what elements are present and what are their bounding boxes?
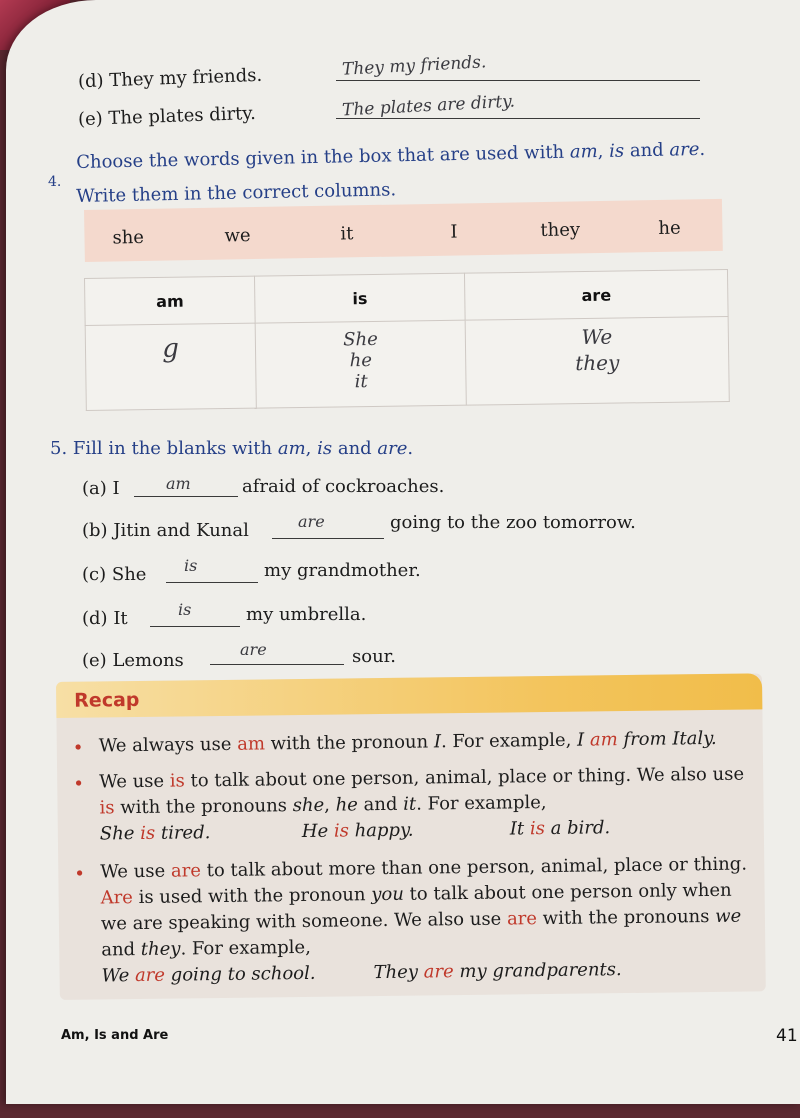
text: with the pronouns [114, 795, 293, 819]
word-we: we [224, 225, 251, 247]
ex4-instruction [76, 139, 705, 173]
item-text: She [111, 564, 147, 585]
text: is [333, 820, 350, 842]
text: We use [100, 860, 172, 883]
column-header-are: are [465, 270, 729, 321]
text: my grandparents. [453, 959, 622, 983]
text: we are speaking with someone. We also use [100, 908, 508, 935]
text: you [371, 883, 405, 906]
text: I [576, 729, 591, 751]
recap-box [56, 673, 766, 1000]
text: with the pronoun [264, 731, 435, 755]
text: We always use [98, 733, 238, 757]
text: is [99, 797, 115, 819]
text: going to school. [164, 962, 316, 986]
recap-point-1 [99, 728, 717, 757]
recap-point-2-line1 [99, 764, 744, 793]
text: He [301, 820, 335, 843]
text: am [277, 438, 306, 459]
recap-point-3-line4 [101, 937, 311, 961]
text: , [597, 140, 610, 163]
text: and [623, 139, 670, 162]
text: to talk about more than one person, animal, place or thing. [200, 853, 748, 882]
blank-answer: are [240, 640, 267, 659]
ex3-answer-d: They my friends. [341, 52, 487, 80]
columns-table [84, 269, 730, 411]
ex5-item-b [82, 520, 249, 541]
answer-cell-are [465, 317, 729, 406]
item-text: my umbrella. [246, 604, 367, 625]
item-text: Lemons [112, 650, 184, 671]
recap-point-3-line2 [101, 880, 732, 909]
recap-title: Recap [74, 688, 140, 712]
blank-line [166, 582, 258, 583]
text: 5. [50, 438, 68, 459]
item-label: (d) [82, 608, 108, 629]
word-they: they [540, 219, 581, 242]
text: We [101, 965, 136, 987]
item-text: going to the zoo tomorrow. [390, 512, 636, 533]
recap-point-2-line2 [99, 792, 546, 818]
item-text: afraid of cockroaches. [242, 476, 445, 497]
answer-line [336, 118, 700, 119]
ex3-answer-e: The plates are dirty. [341, 91, 516, 121]
blank-line [150, 626, 240, 627]
recap-example-3 [510, 817, 611, 839]
text: is [140, 822, 156, 844]
handwritten-answer: they [575, 350, 620, 376]
item-text: They my friends. [108, 64, 263, 92]
text: is [317, 438, 333, 459]
word-box [84, 199, 723, 262]
text: and [101, 938, 141, 961]
recap-example-2 [302, 820, 414, 842]
bullet-icon: • [73, 773, 85, 795]
recap-point-3-line3 [101, 906, 742, 935]
text: , [305, 438, 318, 459]
bullet-icon: • [74, 863, 86, 885]
item-label: (b) [82, 520, 108, 541]
item-text: my grandmother. [264, 560, 421, 581]
text: and [332, 438, 378, 459]
text: are [506, 908, 538, 930]
blank-answer: are [298, 512, 325, 531]
text: It [509, 818, 531, 840]
text: is used with the pronoun [132, 884, 372, 909]
text: with the pronouns [536, 905, 716, 930]
ex3-item-e [78, 103, 257, 130]
text: We use [99, 770, 170, 793]
text: Choose the words given in the box that are used with [76, 141, 571, 173]
text: they [140, 938, 181, 960]
text: we [715, 905, 742, 927]
item-text: It [113, 608, 128, 629]
chapter-footer: Am, Is and Are [61, 1028, 169, 1043]
item-text: I [112, 478, 120, 499]
text: . [699, 138, 706, 160]
blank-line [272, 538, 384, 539]
text: Fill in the blanks with [72, 438, 278, 459]
text: are [170, 860, 202, 882]
text: from Italy. [617, 727, 717, 751]
text: am [237, 733, 266, 755]
blank-answer: is [178, 600, 192, 619]
text: is [169, 770, 185, 792]
text: , [324, 794, 336, 816]
handwritten-answer: it [354, 371, 368, 393]
workbook-page [6, 0, 800, 1104]
word-it: it [340, 223, 354, 245]
text: tired. [155, 822, 211, 844]
text: am [589, 729, 618, 751]
item-label: (e) [82, 650, 107, 671]
bullet-icon: • [72, 737, 84, 759]
text: are [669, 138, 700, 161]
text: am [569, 141, 598, 163]
text: She [99, 822, 141, 845]
item-text: The plates dirty. [108, 102, 257, 130]
item-label: (c) [82, 564, 107, 585]
recap-example-4 [101, 963, 315, 987]
ex5-item-c [82, 564, 146, 585]
text: are [134, 964, 166, 987]
answer-cell-is [255, 320, 466, 408]
handwritten-answer: g [162, 333, 180, 364]
ex4-instruction-line2: Write them in the correct columns. [76, 179, 397, 207]
recap-example-1 [100, 822, 211, 844]
answer-cell-am [85, 323, 256, 410]
ex5-item-e [82, 650, 184, 671]
text: is [608, 140, 625, 162]
text: . For example, [180, 936, 311, 960]
recap-point-3-line1 [100, 854, 747, 883]
text: are [423, 961, 454, 983]
handwritten-answer: We [581, 324, 613, 350]
text: to talk about one person only when [403, 879, 732, 905]
ex4-number: 4. [48, 174, 62, 190]
text: and [357, 793, 404, 816]
item-label: (e) [77, 108, 104, 131]
blank-answer: is [184, 556, 198, 575]
text: happy. [348, 819, 414, 842]
text: I [433, 731, 442, 753]
blank-line [210, 664, 344, 665]
text: They [373, 961, 424, 984]
text: . [407, 438, 414, 459]
item-text: Jitin and Kunal [113, 520, 249, 541]
blank-answer: am [166, 474, 191, 493]
page-number: 41 [776, 1026, 798, 1046]
text: it [403, 793, 417, 815]
word-she: she [112, 226, 145, 249]
column-header-am: am [85, 276, 256, 325]
ex3-item-d [78, 65, 263, 92]
ex5-item-a [82, 478, 120, 499]
word-he: he [658, 217, 681, 239]
word-i: I [450, 221, 458, 243]
ex5-instruction [50, 438, 413, 459]
item-text: sour. [352, 646, 397, 667]
handwritten-answer: he [349, 349, 373, 372]
text: Are [100, 887, 134, 909]
text: he [335, 794, 359, 816]
text: a bird. [544, 817, 611, 840]
text: . For example, [440, 729, 578, 753]
column-header-is: is [255, 273, 466, 323]
text: are [377, 438, 408, 459]
ex5-item-d [82, 608, 128, 629]
text: to talk about one person, animal, place or thing. We also use [184, 763, 745, 792]
handwritten-answer: She [343, 328, 378, 351]
recap-example-5 [373, 959, 621, 983]
item-label: (d) [77, 70, 104, 93]
text: she [292, 794, 325, 817]
blank-line [134, 496, 238, 497]
text: . For example, [416, 792, 547, 815]
answer-line [336, 80, 700, 81]
item-label: (a) [82, 478, 107, 499]
recap-header [56, 673, 762, 718]
text: is [529, 818, 546, 840]
